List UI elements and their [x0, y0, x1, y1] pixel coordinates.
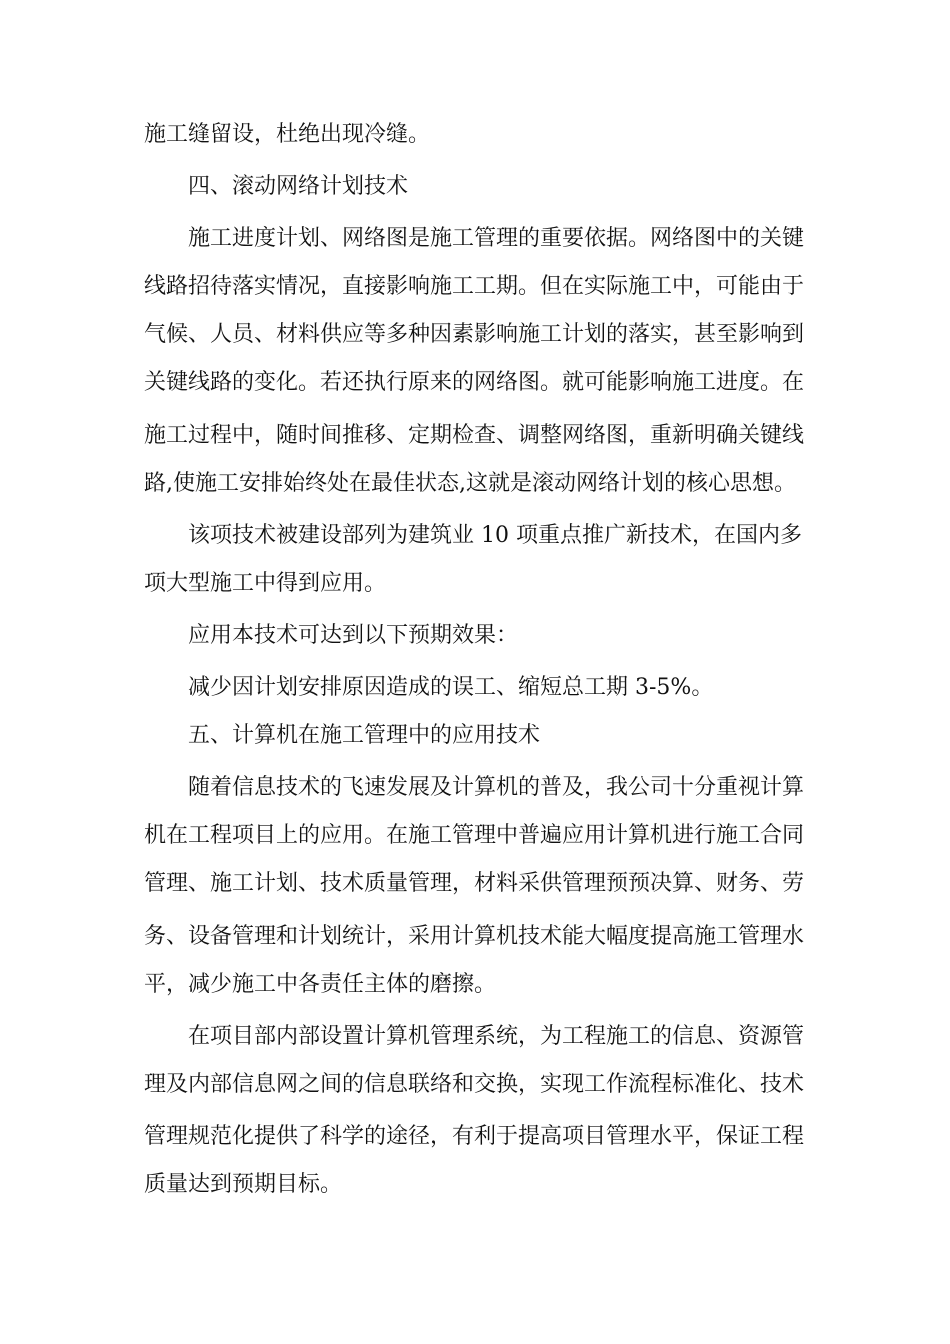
- text-line: 应用本技术可达到以下预期效果：: [188, 623, 519, 648]
- text-line: 机在工程项目上的应用。在施工管理中普遍应用计算机进行施工合同: [144, 823, 805, 848]
- text-line: 理及内部信息网之间的信息联络和交换，实现工作流程标准化、技术: [144, 1072, 805, 1097]
- text-line: 质量达到预期目标。: [144, 1172, 343, 1197]
- section-heading: 四、滚动网络计划技术: [188, 174, 409, 199]
- text-line: 气候、人员、材料供应等多种因素影响施工计划的落实，甚至影响到: [144, 322, 805, 347]
- text-line: 减少因计划安排原因造成的误工、缩短总工期 3-5%。: [188, 675, 714, 700]
- text-line: 管理规范化提供了科学的途径，有利于提高项目管理水平，保证工程: [144, 1124, 805, 1149]
- text-line: 项大型施工中得到应用。: [144, 571, 387, 596]
- text-line: 施工过程中，随时间推移、定期检查、调整网络图，重新明确关键线: [144, 423, 805, 448]
- text-line: 随着信息技术的飞速发展及计算机的普及，我公司十分重视计算: [188, 775, 805, 800]
- text-line: 在项目部内部设置计算机管理系统，为工程施工的信息、资源管: [188, 1024, 805, 1049]
- text-line: 线路招待落实情况，直接影响施工工期。但在实际施工中，可能由于: [144, 274, 805, 299]
- text-line: 路,使施工安排始终处在最佳状态,这就是滚动网络计划的核心思想。: [144, 471, 796, 496]
- text-line: 平，减少施工中各责任主体的磨擦。: [144, 972, 497, 997]
- text-line: 管理、施工计划、技术质量管理，材料采供管理预预决算、财务、劳: [144, 871, 805, 896]
- text-line: 务、设备管理和计划统计，采用计算机技术能大幅度提高施工管理水: [144, 924, 805, 949]
- text-line: 施工缝留设，杜绝出现冷缝。: [144, 122, 431, 147]
- text-line: 关键线路的变化。若还执行原来的网络图。就可能影响施工进度。在: [144, 370, 805, 395]
- section-heading: 五、计算机在施工管理中的应用技术: [188, 723, 541, 748]
- text-line: 施工进度计划、网络图是施工管理的重要依据。网络图中的关键: [188, 226, 805, 251]
- text-line: 该项技术被建设部列为建筑业 10 项重点推广新技术，在国内多: [188, 523, 802, 548]
